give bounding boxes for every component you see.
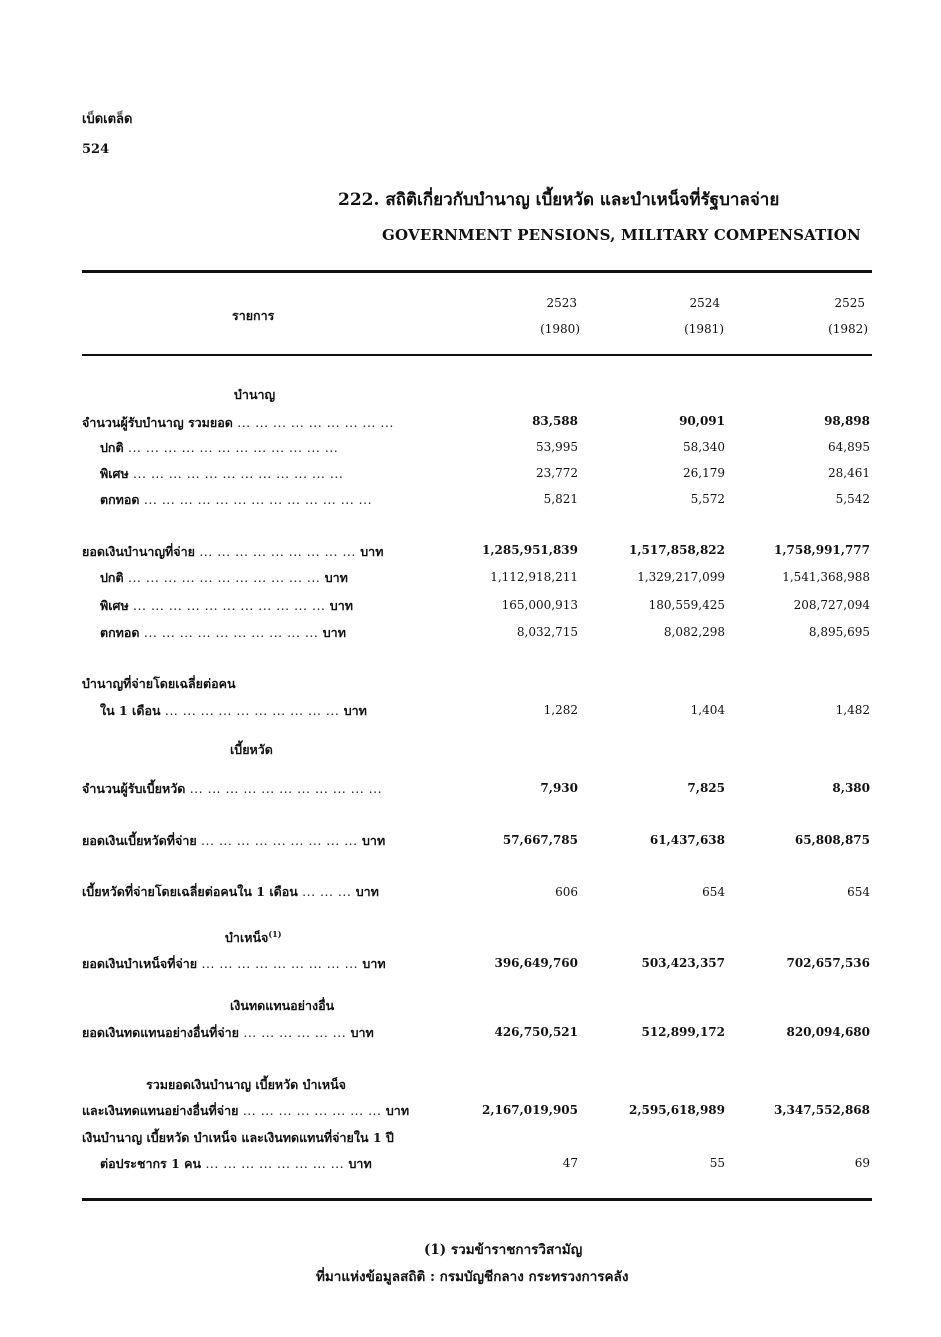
row-label	[100, 568, 348, 588]
footnote-text: (1) รวมข้าราชการวิสามัญ	[424, 1242, 583, 1258]
row-label-text: และเงินทดแทนอย่างอื่นที่จ่าย	[82, 1103, 239, 1118]
row-label	[82, 779, 382, 799]
table-cell: 1,282	[543, 703, 578, 717]
leader-dots: ... ... ... ... ... ... ... ... ... ... ... ...	[133, 466, 344, 481]
table-cell: 5,572	[690, 492, 725, 506]
table-cell: 5,821	[543, 492, 578, 506]
table-cell: 55	[709, 1156, 725, 1170]
table-cell: 654	[847, 885, 870, 899]
table-cell: 8,895,695	[808, 625, 870, 639]
row-label	[82, 413, 394, 433]
unit-label: บาท	[385, 1103, 410, 1118]
leader-dots: ... ... ... ... ... ... ... ... ...	[201, 833, 358, 848]
table-cell: 23,772	[536, 466, 578, 480]
unit-label: บาท	[324, 570, 348, 585]
col1-year: 2523	[546, 296, 577, 310]
unit-label: บาท	[361, 833, 386, 848]
table-cell: 64,895	[828, 440, 870, 454]
row-label	[100, 701, 367, 721]
table-cell: 1,541,368,988	[782, 570, 870, 584]
row-label	[100, 596, 353, 616]
leader-dots: ... ... ... ... ... ... ... ... ... ... ... ...	[127, 440, 339, 455]
page-number: 524	[82, 142, 110, 157]
row-label	[100, 623, 346, 643]
table-cell: 1,482	[835, 703, 870, 717]
row-label	[100, 438, 338, 458]
table-cell: 1,758,991,777	[773, 543, 870, 557]
row-label	[82, 1101, 409, 1121]
row-label-text: ใน 1 เดือน	[100, 703, 161, 718]
table-cell: 53,995	[536, 440, 578, 454]
row-label-text: พิเศษ	[100, 466, 129, 481]
unit-label: บาท	[343, 703, 367, 718]
row-label	[100, 1154, 372, 1174]
table-cell: 396,649,760	[494, 956, 578, 970]
table-title-thai: 222. สถิติเกี่ยวกับบำนาญ เบี้ยหวัด และบำเหน็จที่รัฐบาลจ่าย	[338, 190, 780, 210]
leader-dots: ... ... ... ... ... ... ... ... ...	[199, 544, 356, 559]
leader-dots: ... ... ... ... ... ... ... ... ... ... ... ... ...	[143, 492, 373, 507]
row-label-text: ยอดเงินบำเหน็จที่จ่าย	[82, 956, 198, 971]
table-cell: 65,808,875	[794, 833, 870, 847]
table-cell: 58,340	[683, 440, 725, 454]
row-label	[82, 1023, 374, 1043]
row-label-text: จำนวนผู้รับเบี้ยหวัด	[82, 781, 186, 796]
top-rule	[82, 270, 872, 273]
row-label	[82, 831, 385, 851]
unit-label: บาท	[360, 544, 384, 559]
per-capita-heading: เงินบำนาญ เบี้ยหวัด บำเหน็จ และเงินทดแทนที่จ่ายใน 1 ปี	[82, 1130, 394, 1145]
table-cell: 8,082,298	[663, 625, 725, 639]
row-label-text: พิเศษ	[100, 598, 129, 613]
unit-label: บาท	[329, 598, 353, 613]
unit-label: บาท	[322, 625, 346, 640]
table-cell: 7,825	[687, 781, 725, 795]
row-label-text: ยอดเงินทดแทนอย่างอื่นที่จ่าย	[82, 1025, 239, 1040]
row-label	[100, 464, 343, 484]
row-label-text: ปกติ	[100, 440, 124, 455]
footnote-marker: (1)	[268, 928, 282, 939]
table-cell: 1,517,858,822	[628, 543, 725, 557]
table-cell: 90,091	[679, 414, 725, 428]
section-heading-pension: บำนาญ	[234, 387, 276, 402]
table-cell: 702,657,536	[786, 956, 870, 970]
table-cell: 1,112,918,211	[490, 570, 578, 584]
leader-dots: ... ... ... ... ... ... ... ... ... ... ...	[189, 781, 383, 796]
leader-dots: ... ... ... ... ... ... ... ... ... ...	[164, 703, 340, 718]
col2-year: 2524	[689, 296, 720, 310]
leader-dots: ... ... ... ... ... ... ... ... ... ...	[143, 625, 319, 640]
table-cell: 8,032,715	[516, 625, 578, 639]
source-note: ที่มาแห่งข้อมูลสถิติ : กรมบัญชีกลาง กระทรวงการคลัง	[316, 1269, 629, 1285]
table-cell: 5,542	[835, 492, 870, 506]
table-cell: 47	[562, 1156, 578, 1170]
table-cell: 2,167,019,905	[481, 1103, 578, 1117]
table-cell: 1,285,951,839	[481, 543, 578, 557]
row-label	[82, 542, 383, 562]
table-cell: 606	[555, 885, 578, 899]
row-label-text: ปกติ	[100, 570, 124, 585]
bottom-rule	[82, 1198, 872, 1201]
leader-dots: ... ... ... ... ... ... ... ... ...	[237, 415, 394, 430]
section-heading-lumpsum-text: บำเหน็จ	[225, 930, 269, 945]
row-label	[82, 954, 386, 974]
table-cell: 512,899,172	[641, 1025, 725, 1039]
table-cell: 820,094,680	[786, 1025, 870, 1039]
leader-dots: ... ... ... ... ... ...	[243, 1025, 347, 1040]
leader-dots: ... ... ... ... ... ... ... ... ...	[201, 956, 359, 971]
table-cell: 1,404	[690, 703, 725, 717]
table-cell: 57,667,785	[502, 833, 578, 847]
leader-dots: ... ... ... ... ... ... ... ... ... ... ...	[127, 570, 321, 585]
table-title-english: GOVERNMENT PENSIONS, MILITARY COMPENSATION	[382, 226, 861, 244]
avg-pension-heading: บำนาญที่จ่ายโดยเฉลี่ยต่อคน	[82, 676, 236, 691]
table-cell: 208,727,094	[793, 598, 870, 612]
leader-dots: ... ... ... ... ... ... ... ... ... ... ...	[133, 598, 326, 613]
table-cell: 8,380	[832, 781, 870, 795]
header-rule	[82, 354, 872, 356]
table-cell: 165,000,913	[501, 598, 578, 612]
section-heading-other-compensation: เงินทดแทนอย่างอื่น	[230, 998, 335, 1013]
book-section-title: เบ็ดเตล็ด	[82, 112, 133, 127]
unit-label: บาท	[350, 1025, 374, 1040]
table-cell: 83,588	[532, 414, 578, 428]
row-label-text: ตกทอด	[100, 492, 140, 507]
col2-ad-year: (1981)	[684, 322, 724, 336]
unit-label: บาท	[348, 1156, 372, 1171]
col3-year: 2525	[834, 296, 865, 310]
row-label	[100, 490, 372, 510]
row-label-text: ยอดเงินบำนาญที่จ่าย	[82, 544, 195, 559]
col1-ad-year: (1980)	[540, 322, 580, 336]
unit-label: บาท	[362, 956, 386, 971]
item-column-header: รายการ	[232, 308, 275, 323]
section-heading-lumpsum	[225, 928, 281, 948]
leader-dots: ... ... ...	[302, 884, 352, 899]
table-cell: 426,750,521	[494, 1025, 578, 1039]
table-cell: 654	[702, 885, 725, 899]
row-label	[82, 882, 379, 902]
row-label-text: จำนวนผู้รับบำนาญ รวมยอด	[82, 415, 233, 430]
row-label-text: ยอดเงินเบี้ยหวัดที่จ่าย	[82, 833, 197, 848]
leader-dots: ... ... ... ... ... ... ... ...	[242, 1103, 382, 1118]
table-cell: 180,559,425	[648, 598, 725, 612]
section-heading-gratuity: เบี้ยหวัด	[230, 742, 273, 757]
row-label-text: ต่อประชากร 1 คน	[100, 1156, 202, 1171]
row-label-text: ตกทอด	[100, 625, 140, 640]
table-cell: 98,898	[824, 414, 870, 428]
table-cell: 503,423,357	[641, 956, 725, 970]
table-cell: 7,930	[540, 781, 578, 795]
section-heading-total: รวมยอดเงินบำนาญ เบี้ยหวัด บำเหน็จ	[146, 1077, 346, 1092]
table-cell: 69	[854, 1156, 870, 1170]
table-cell: 28,461	[828, 466, 870, 480]
leader-dots: ... ... ... ... ... ... ... ...	[205, 1156, 345, 1171]
col3-ad-year: (1982)	[828, 322, 868, 336]
table-cell: 26,179	[683, 466, 725, 480]
table-cell: 61,437,638	[649, 833, 725, 847]
table-cell: 3,347,552,868	[773, 1103, 870, 1117]
table-cell: 2,595,618,989	[628, 1103, 725, 1117]
unit-label: บาท	[355, 884, 379, 899]
table-cell: 1,329,217,099	[637, 570, 725, 584]
row-label-text: เบี้ยหวัดที่จ่ายโดยเฉลี่ยต่อคนใน 1 เดือน	[82, 884, 298, 899]
